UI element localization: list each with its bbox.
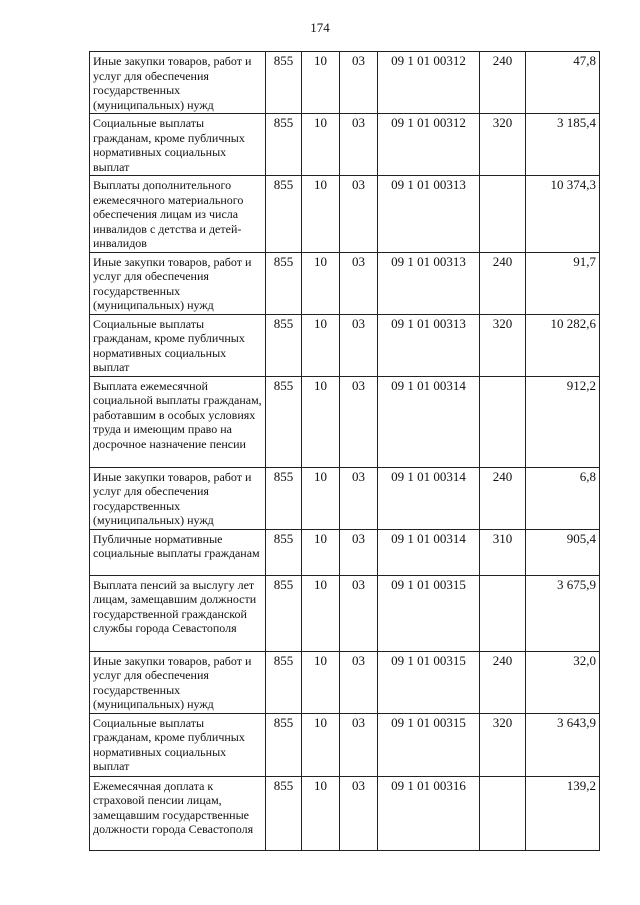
amount-value: 6,8 bbox=[579, 468, 596, 484]
expense-name: Иные закупки товаров, работ и услуг для обеспечения государственных (муниципальных) нужд bbox=[90, 252, 266, 314]
expense-type-code: 240 bbox=[480, 651, 526, 713]
expense-type-code: 320 bbox=[480, 314, 526, 376]
amount-value: 10 282,6 bbox=[550, 315, 596, 331]
target-item-code: 09 1 01 00316 bbox=[378, 776, 480, 850]
amount-value: 91,7 bbox=[573, 253, 596, 269]
expense-name: Иные закупки товаров, работ и услуг для обеспечения государственных (муниципальных) нужд bbox=[90, 651, 266, 713]
budget-table bbox=[89, 51, 600, 851]
amount-value: 139,2 bbox=[566, 777, 596, 793]
target-item-code: 09 1 01 00313 bbox=[378, 176, 480, 253]
ministry-code: 855 bbox=[266, 52, 302, 114]
expense-type-code: 320 bbox=[480, 713, 526, 776]
ministry-code: 855 bbox=[266, 114, 302, 176]
section-code: 10 bbox=[302, 376, 340, 467]
section-code: 10 bbox=[302, 651, 340, 713]
expense-name: Ежемесячная доплата к страховой пенсии лицам, замещавшим государственные должности города Севастополя bbox=[90, 776, 266, 850]
subsection-code: 03 bbox=[340, 776, 378, 850]
section-code: 10 bbox=[302, 252, 340, 314]
expense-name: Выплаты дополнительного ежемесячного материального обеспечения лицам из числа инвалидов с детства и детей-инвалидов bbox=[90, 176, 266, 253]
expense-type-code bbox=[480, 176, 526, 253]
ministry-code: 855 bbox=[266, 252, 302, 314]
subsection-code: 03 bbox=[340, 176, 378, 253]
section-code: 10 bbox=[302, 114, 340, 176]
amount-value: 47,8 bbox=[573, 53, 596, 68]
expense-type-code: 310 bbox=[480, 529, 526, 575]
table-row bbox=[90, 252, 600, 314]
section-code: 10 bbox=[302, 467, 340, 529]
target-item-code: 09 1 01 00314 bbox=[378, 376, 480, 467]
expense-type-code bbox=[480, 376, 526, 467]
section-code: 10 bbox=[302, 776, 340, 850]
table-row bbox=[90, 467, 600, 529]
ministry-code: 855 bbox=[266, 176, 302, 253]
target-item-code: 09 1 01 00314 bbox=[378, 467, 480, 529]
subsection-code: 03 bbox=[340, 529, 378, 575]
subsection-code: 03 bbox=[340, 252, 378, 314]
amount bbox=[526, 114, 600, 176]
amount bbox=[526, 376, 600, 467]
ministry-code: 855 bbox=[266, 314, 302, 376]
amount bbox=[526, 651, 600, 713]
target-item-code: 09 1 01 00313 bbox=[378, 314, 480, 376]
target-item-code: 09 1 01 00315 bbox=[378, 575, 480, 651]
section-code: 10 bbox=[302, 575, 340, 651]
amount bbox=[526, 529, 600, 575]
amount-value: 912,2 bbox=[566, 377, 596, 393]
section-code: 10 bbox=[302, 529, 340, 575]
table-row bbox=[90, 713, 600, 776]
section-code: 10 bbox=[302, 176, 340, 253]
amount-value: 3 675,9 bbox=[557, 576, 596, 592]
ministry-code: 855 bbox=[266, 529, 302, 575]
table-row bbox=[90, 376, 600, 467]
subsection-code: 03 bbox=[340, 314, 378, 376]
expense-type-code: 320 bbox=[480, 114, 526, 176]
ministry-code: 855 bbox=[266, 376, 302, 467]
expense-name: Выплата пенсий за выслугу лет лицам, замещавшим должности государственной гражданской службы города Севастополя bbox=[90, 575, 266, 651]
ministry-code: 855 bbox=[266, 776, 302, 850]
subsection-code: 03 bbox=[340, 376, 378, 467]
ministry-code: 855 bbox=[266, 467, 302, 529]
page-number: 174 bbox=[310, 20, 330, 35]
ministry-code: 855 bbox=[266, 713, 302, 776]
subsection-code: 03 bbox=[340, 713, 378, 776]
ministry-code: 855 bbox=[266, 575, 302, 651]
section-code: 10 bbox=[302, 713, 340, 776]
amount-value: 3 643,9 bbox=[557, 714, 596, 730]
amount bbox=[526, 467, 600, 529]
table-row bbox=[90, 52, 600, 114]
amount bbox=[526, 776, 600, 850]
expense-name: Иные закупки товаров, работ и услуг для обеспечения государственных (муниципальных) нужд bbox=[90, 52, 266, 114]
expense-name: Социальные выплаты гражданам, кроме публичных нормативных социальных выплат bbox=[90, 314, 266, 376]
expense-type-code bbox=[480, 575, 526, 651]
amount-value: 3 185,4 bbox=[557, 115, 596, 130]
amount bbox=[526, 52, 600, 114]
subsection-code: 03 bbox=[340, 651, 378, 713]
section-code: 10 bbox=[302, 314, 340, 376]
amount-value: 10 374,3 bbox=[550, 177, 596, 192]
target-item-code: 09 1 01 00312 bbox=[378, 52, 480, 114]
target-item-code: 09 1 01 00315 bbox=[378, 651, 480, 713]
ministry-code: 855 bbox=[266, 651, 302, 713]
amount-value: 32,0 bbox=[573, 652, 596, 668]
expense-name: Социальные выплаты гражданам, кроме публичных нормативных социальных выплат bbox=[90, 114, 266, 176]
amount bbox=[526, 252, 600, 314]
subsection-code: 03 bbox=[340, 467, 378, 529]
table-row bbox=[90, 651, 600, 713]
amount bbox=[526, 575, 600, 651]
expense-name: Социальные выплаты гражданам, кроме публичных нормативных социальных выплат bbox=[90, 713, 266, 776]
amount bbox=[526, 713, 600, 776]
table-row bbox=[90, 114, 600, 176]
table-row bbox=[90, 529, 600, 575]
expense-type-code: 240 bbox=[480, 252, 526, 314]
subsection-code: 03 bbox=[340, 52, 378, 114]
subsection-code: 03 bbox=[340, 114, 378, 176]
expense-type-code bbox=[480, 776, 526, 850]
table-row bbox=[90, 575, 600, 651]
table-row bbox=[90, 176, 600, 253]
expense-name: Публичные нормативные социальные выплаты гражданам bbox=[90, 529, 266, 575]
target-item-code: 09 1 01 00315 bbox=[378, 713, 480, 776]
table-row bbox=[90, 314, 600, 376]
amount-value: 905,4 bbox=[566, 530, 596, 546]
expense-name: Иные закупки товаров, работ и услуг для обеспечения государственных (муниципальных) нужд bbox=[90, 467, 266, 529]
amount bbox=[526, 314, 600, 376]
subsection-code: 03 bbox=[340, 575, 378, 651]
expense-type-code: 240 bbox=[480, 467, 526, 529]
target-item-code: 09 1 01 00312 bbox=[378, 114, 480, 176]
expense-name: Выплата ежемесячной социальной выплаты гражданам, работавшим в особых условиях труда и имеющим право на досрочное назначение пенсии bbox=[90, 376, 266, 467]
target-item-code: 09 1 01 00313 bbox=[378, 252, 480, 314]
expense-type-code: 240 bbox=[480, 52, 526, 114]
target-item-code: 09 1 01 00314 bbox=[378, 529, 480, 575]
section-code: 10 bbox=[302, 52, 340, 114]
table-row bbox=[90, 776, 600, 850]
amount bbox=[526, 176, 600, 253]
